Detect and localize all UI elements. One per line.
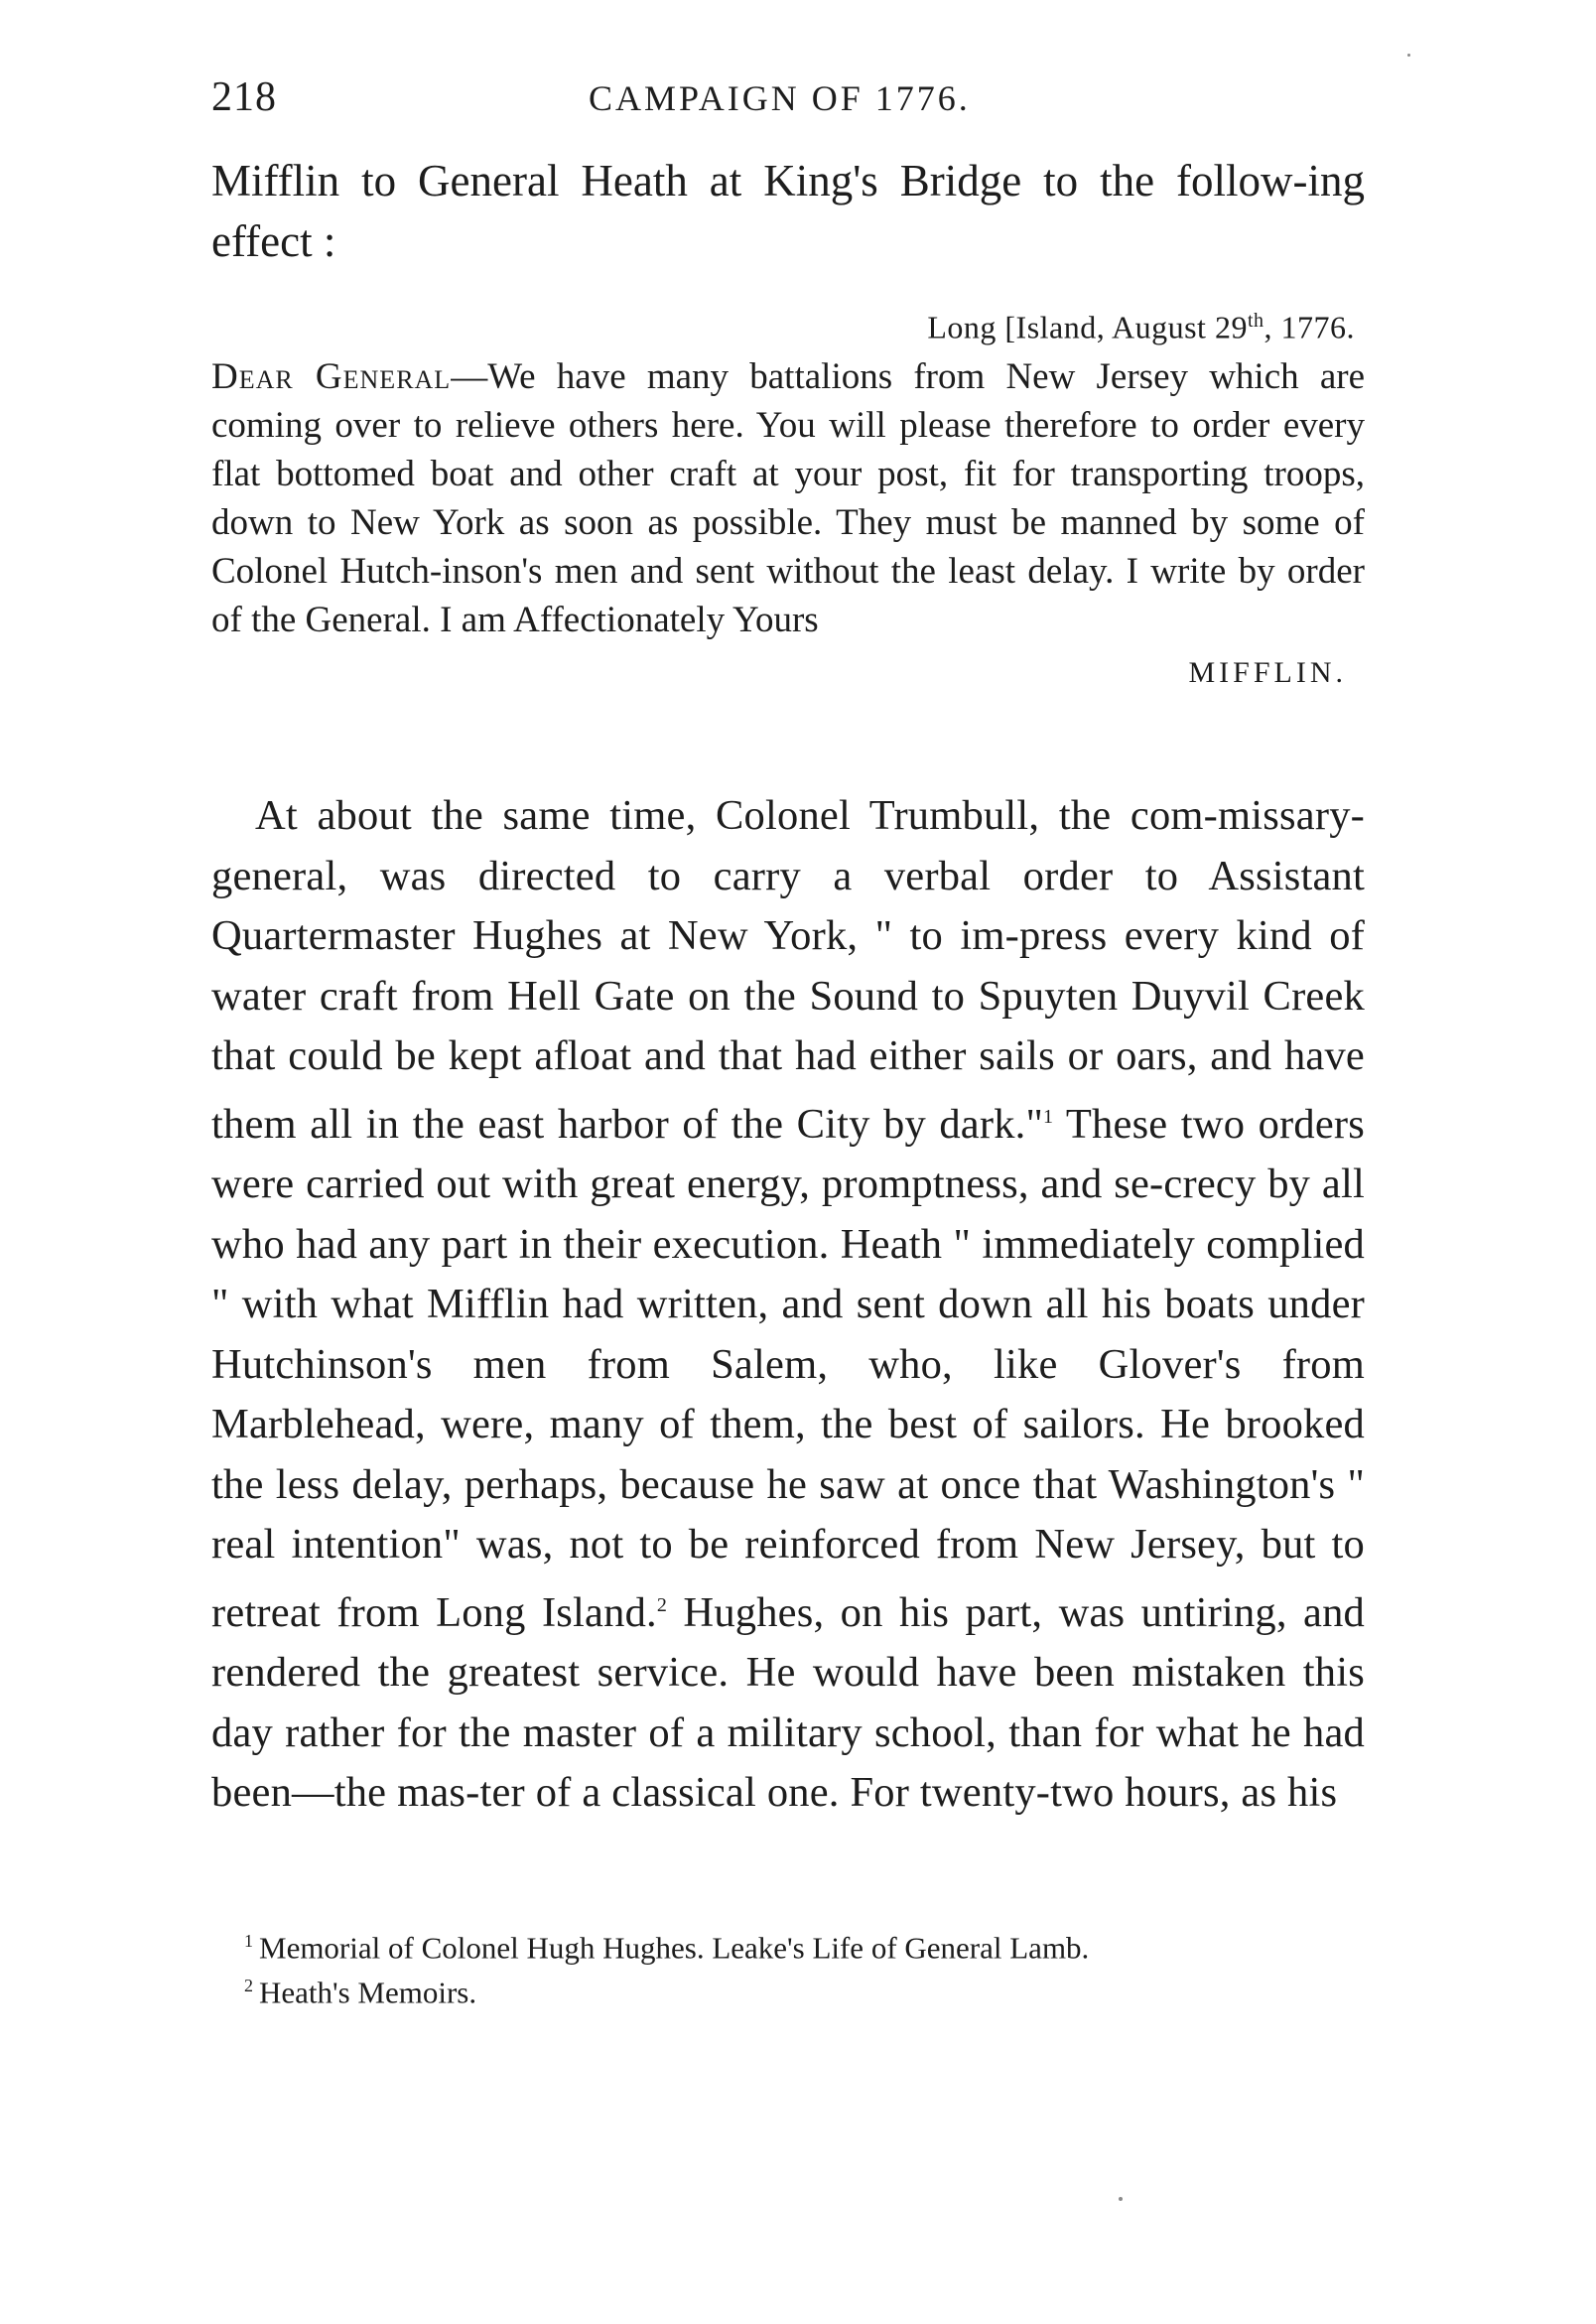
letter-salutation: Dear General <box>211 355 452 397</box>
footnote-text: Memorial of Colonel Hugh Hughes. Leake's Life of General Lamb. <box>259 1930 1090 1966</box>
quoted-letter <box>211 298 1365 696</box>
letter-dateline <box>211 298 1365 350</box>
footnote-text: Heath's Memoirs. <box>259 1975 477 2010</box>
dateline-place-date: Long [Island, August 29 <box>927 309 1248 345</box>
paper-speck <box>1119 2197 1123 2201</box>
letter-body <box>211 352 1365 644</box>
footnote <box>244 1922 1356 1967</box>
dateline-ordinal: th <box>1247 310 1264 332</box>
paragraph-text-part-3: Hughes, on his part, was untiring, and rendered the greatest service. He would have been mistaken this day rather for the master of a military school, than for what he had been—the mas-ter of a classical one. For twenty-two hours, as his <box>211 1588 1366 1817</box>
footnote-reference-1: 1 <box>1043 1105 1054 1128</box>
footnotes <box>244 1922 1356 2012</box>
footnote-mark: 2 <box>244 1976 253 1996</box>
main-paragraph <box>211 786 1365 1824</box>
running-head: CAMPAIGN OF 1776. <box>589 78 971 118</box>
page-header <box>211 73 1365 133</box>
footnote-mark: 1 <box>244 1931 253 1951</box>
paragraph-text-part-2: These two orders were carried out with great energy, promptness, and se-crecy by all who had any part in their execution. Heath " immediately complied " with what Mifflin had written, and sent down all his boats under Hutchinson's men from Salem, who, like Glover's from Marblehead, were, many of them, the best of sailors. He brooked the less delay, perhaps, because he saw at once that Washington's " real intention" was, not to be reinforced from New Jersey, but to retreat from Long Island. <box>211 1100 1365 1636</box>
paragraph-text-part-1: At about the same time, Colonel Trumbull, the com-missary-general, was directed to carry a verbal order to Assistant Quartermaster Hughes at New York, " to im-press every kind of water craft from Hell Gate on the Sound to Spuyten Duyvil Creek that could be kept afloat and that had either sails or oars, and have them all in the east harbor of the City by dark." <box>211 792 1365 1148</box>
intro-paragraph: Mifflin to General Heath at King's Bridge to the follow-ing effect : <box>211 156 1365 266</box>
page-number: 218 <box>211 74 277 120</box>
letter-text: —We have many battalions from New Jersey which are coming over to relieve others here. You will please therefore to order every flat bottomed boat and other craft at your post, fit for transporting troops, down to New York as soon as possible. They must be manned by some of Colonel Hutch-inson's men and sent without the least delay. I write by order of the General. I am Affectionately Yours <box>211 355 1365 640</box>
dateline-year: , 1776. <box>1264 309 1355 345</box>
letter-signature: MIFFLIN. <box>1188 655 1347 689</box>
body-paragraph <box>211 786 1365 1824</box>
footnote <box>244 1967 1356 2011</box>
paper-speck <box>1407 54 1410 57</box>
footnote-reference-2: 2 <box>656 1593 668 1616</box>
